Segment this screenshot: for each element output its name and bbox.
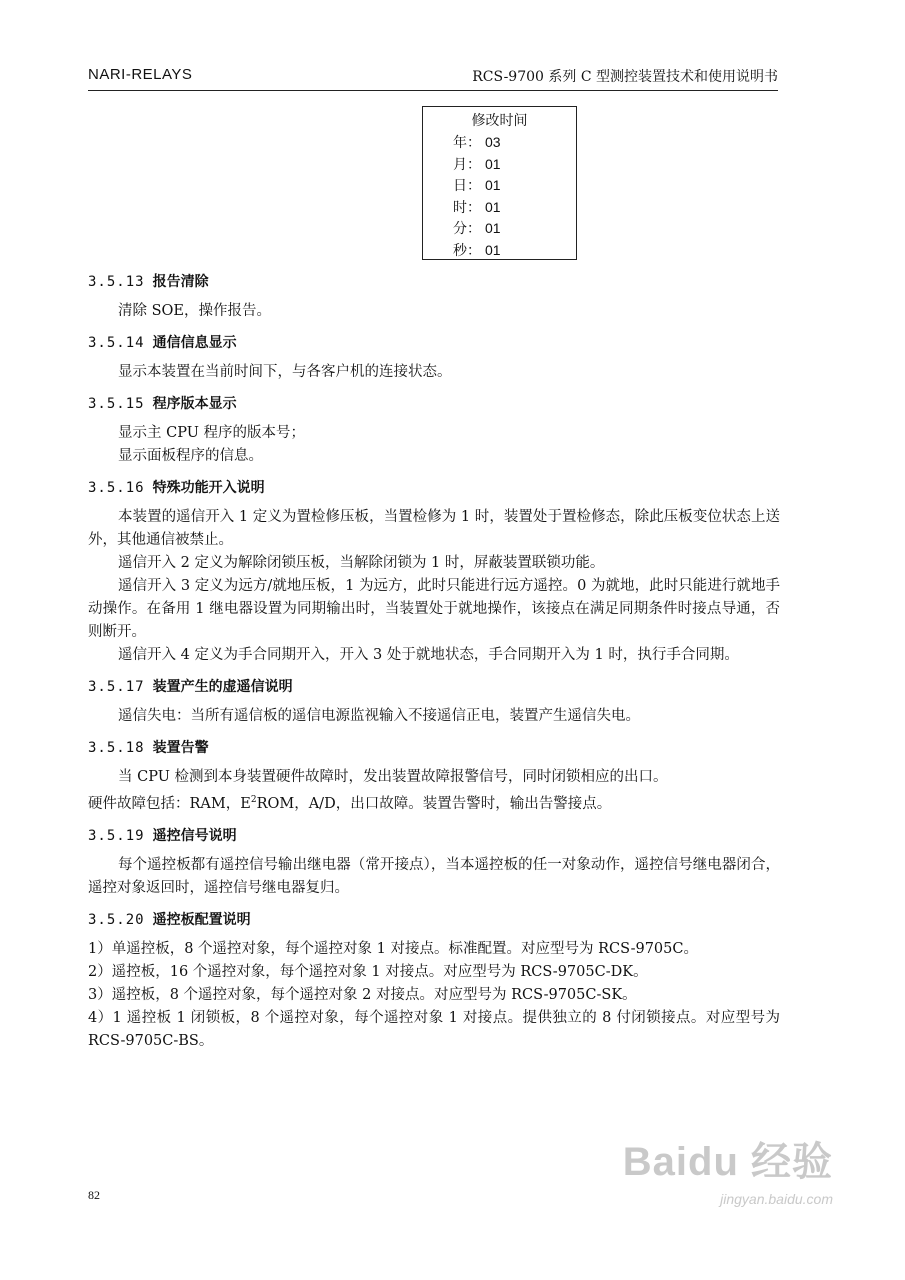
- time-row-second: [423, 240, 576, 262]
- paragraph: 遥信开入 3 定义为远方/就地压板，1 为远方，此时只能进行远方遥控。0 为就地，此时只能进行就地手动操作。在备用 1 继电器设置为同期输出时，当装置处于就地操作，该接点在满足同期条件时接点导通，否则断开。: [88, 578, 780, 640]
- section-number: 3.5.15: [88, 396, 145, 412]
- time-label: 月：: [453, 156, 481, 173]
- section-number: 3.5.16: [88, 480, 145, 496]
- time-value: 01: [485, 177, 501, 193]
- section-heading-3-5-13: [88, 272, 780, 292]
- time-label: 日：: [453, 178, 481, 194]
- list-item: 2）遥控板，16 个遥控对象，每个遥控对象 1 对接点。对应型号为 RCS-9705C-DK。: [88, 963, 648, 980]
- section-heading-3-5-14: [88, 333, 780, 353]
- section-heading-3-5-20: [88, 910, 780, 930]
- paragraph: 显示主 CPU 程序的版本号；: [118, 425, 306, 441]
- time-box-title: 修改时间: [471, 113, 528, 129]
- watermark-url: jingyan.baidu.com: [720, 1191, 833, 1207]
- header-doc-title: RCS-9700 系列 C 型测控装置技术和使用说明书: [472, 69, 778, 85]
- header-divider: [88, 90, 778, 91]
- page-number: 82: [88, 1188, 100, 1202]
- time-value: 03: [485, 134, 501, 150]
- list-item: 1）单遥控板，8 个遥控对象，每个遥控对象 1 对接点。标准配置。对应型号为 RCS-9705C。: [88, 940, 698, 957]
- paragraph: 每个遥控板都有遥控信号输出继电器（常开接点），当本遥控板的任一对象动作，遥控信号继电器闭合，遥控对象返回时，遥控信号继电器复归。: [88, 856, 780, 896]
- section-heading-3-5-18: [88, 738, 780, 758]
- time-value: 01: [485, 220, 501, 236]
- modify-time-box: [422, 106, 577, 260]
- paragraph: 本装置的遥信开入 1 定义为置检修压板，当置检修为 1 时，装置处于置检修态，除此压板变位状态上送外，其他通信被禁止。: [88, 509, 780, 548]
- time-row-year: [423, 132, 576, 154]
- section-heading-3-5-17: [88, 677, 780, 697]
- text-run: 硬件故障包括：RAM，E: [88, 795, 251, 812]
- list-item: 4）1 遥控板 1 闭锁板，8 个遥控对象，每个遥控对象 1 对接点。提供独立的 8 付闭锁接点。对应型号为 RCS-9705C-BS。: [88, 1009, 780, 1049]
- superscript: 2: [250, 795, 257, 805]
- section-number: 3.5.17: [88, 679, 145, 695]
- time-label: 秒：: [453, 242, 481, 259]
- section-number: 3.5.13: [88, 274, 145, 290]
- paragraph: 显示本装置在当前时间下，与各客户机的连接状态。: [118, 364, 452, 380]
- section-title: 报告清除: [152, 274, 209, 290]
- paragraph: 遥信开入 2 定义为解除闭锁压板，当解除闭锁为 1 时，屏蔽装置联锁功能。: [118, 555, 605, 571]
- section-title: 装置告警: [152, 740, 209, 756]
- time-row-month: [423, 154, 576, 176]
- paragraph: 显示面板程序的信息。: [118, 448, 263, 464]
- paragraph: [88, 789, 780, 816]
- time-label: 分：: [453, 221, 481, 237]
- time-label: 年：: [453, 135, 481, 151]
- section-number: 3.5.18: [88, 740, 145, 756]
- section-number: 3.5.14: [88, 335, 145, 351]
- text-run: ROM，A/D，出口故障。装置告警时，输出告警接点。: [256, 795, 612, 812]
- time-row-minute: [423, 218, 576, 240]
- section-title: 通信信息显示: [152, 335, 237, 351]
- section-number: 3.5.20: [88, 911, 145, 928]
- paragraph: 遥信开入 4 定义为手合同期开入，开入 3 处于就地状态，手合同期开入为 1 时，执行手合同期。: [118, 647, 739, 663]
- section-title: 装置产生的虚遥信说明: [152, 679, 293, 695]
- baidu-watermark: [623, 1138, 833, 1208]
- paragraph: 当 CPU 检测到本身装置硬件故障时，发出装置故障报警信号，同时闭锁相应的出口。: [118, 769, 668, 785]
- section-title: 特殊功能开入说明: [152, 480, 265, 496]
- time-value: 01: [485, 241, 501, 258]
- section-heading-3-5-16: [88, 478, 780, 498]
- watermark-logo: Baidu 经验: [622, 1140, 833, 1184]
- section-title: 遥控信号说明: [152, 827, 237, 844]
- header-brand: NARI-RELAYS: [88, 66, 193, 83]
- section-title: 程序版本显示: [152, 396, 237, 412]
- paragraph: 清除 SOE，操作报告。: [118, 303, 272, 319]
- section-title: 遥控板配置说明: [152, 911, 251, 928]
- document-body: [88, 272, 780, 1053]
- time-value: 01: [485, 155, 501, 172]
- list-item: 3）遥控板，8 个遥控对象，每个遥控对象 2 对接点。对应型号为 RCS-9705C-SK。: [88, 986, 637, 1003]
- time-row-hour: [423, 197, 576, 219]
- time-row-day: [423, 175, 576, 197]
- section-number: 3.5.19: [88, 827, 145, 844]
- section-heading-3-5-15: [88, 394, 780, 414]
- paragraph: 遥信失电：当所有遥信板的遥信电源监视输入不接遥信正电，装置产生遥信失电。: [118, 708, 640, 724]
- section-heading-3-5-19: [88, 826, 780, 846]
- time-label: 时：: [453, 199, 481, 216]
- time-value: 01: [485, 198, 501, 215]
